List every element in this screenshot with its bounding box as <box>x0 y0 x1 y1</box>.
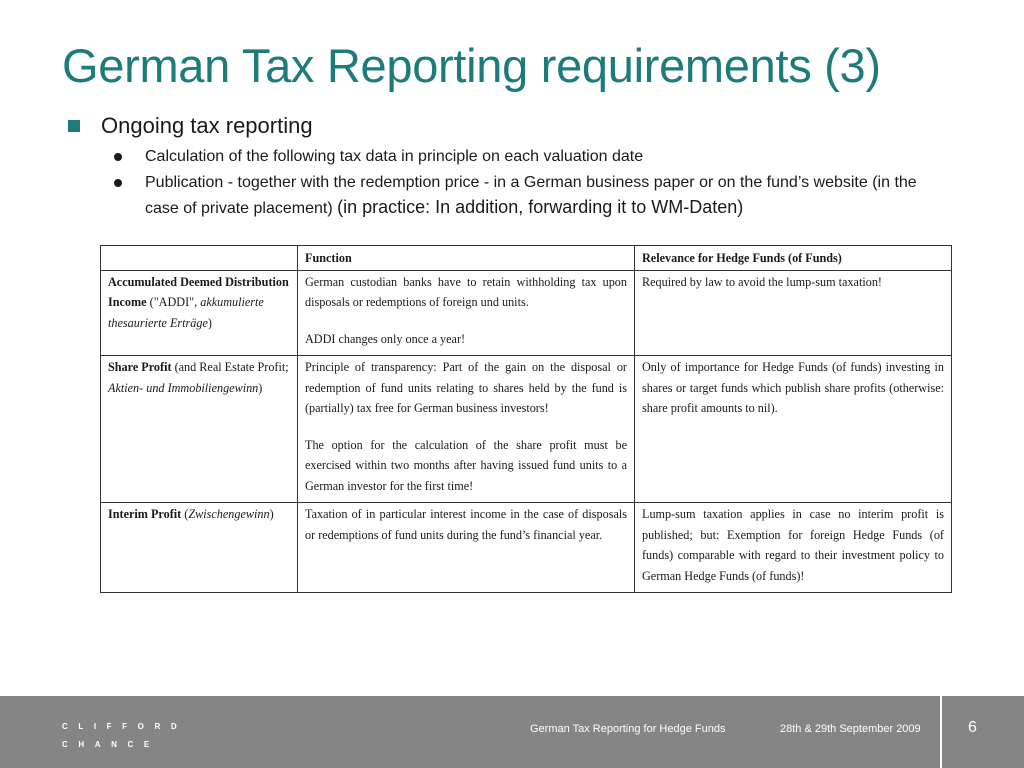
row-name-rest: ("ADDI", <box>146 295 201 309</box>
row-name-end: ) <box>207 315 212 330</box>
row-name-end: ) <box>269 507 274 521</box>
table-header-blank <box>101 246 298 271</box>
sub-bullet-publication <box>114 171 934 221</box>
row-name-italic: akkumulierte thesaurierte Erträge <box>108 295 264 330</box>
function-cell <box>298 356 635 503</box>
row-name-rest: (and Real Estate Profit; <box>171 360 289 374</box>
sub-bullet-text: Calculation of the following tax data in principle on each valuation date <box>145 148 644 165</box>
clifford-chance-logo <box>62 718 187 754</box>
row-name-end: ) <box>258 380 263 395</box>
row-name-bold: Interim Profit <box>108 507 182 521</box>
logo-line-1: CLIFFORD <box>62 722 188 731</box>
row-name-bold: Accumulated Deemed Distribution Income <box>108 274 289 309</box>
slide-title: German Tax Reporting requirements (3) <box>62 39 881 92</box>
function-paragraph: Taxation of in particular interest income in the case of disposals or redemptions of fund units during the fund’s financial year. <box>305 507 627 542</box>
row-name-cell <box>101 270 298 356</box>
table-row <box>101 356 952 503</box>
table-row <box>101 270 952 356</box>
square-bullet-icon <box>68 120 80 132</box>
function-paragraph: German custodian banks have to retain withholding tax upon disposals or redemptions of foreign und units. <box>305 274 627 309</box>
function-paragraph: ADDI changes only once a year! <box>305 331 466 346</box>
table-header-row <box>101 246 952 271</box>
row-name-italic: Aktien- und Immobiliengewinn <box>108 380 259 395</box>
function-cell <box>298 503 635 593</box>
footer-date: 28th & 29th September 2009 <box>780 723 921 735</box>
row-name-rest: ( <box>181 507 189 521</box>
round-bullet-icon <box>114 153 122 161</box>
logo-line-2: CHANCE <box>62 740 160 749</box>
table-header-function: Function <box>298 246 635 271</box>
table-header-relevance: Relevance for Hedge Funds (of Funds) <box>635 246 952 271</box>
function-paragraph: Principle of transparency: Part of the gain on the disposal or redemption of fund units relating to shares held by the fund is (partially) tax free for German business investors! <box>305 360 627 415</box>
publication-text: Publication - together with the redemption price - in a German business paper or on the fund’s website (in the case of private placement) <box>145 174 917 217</box>
row-name-bold: Share Profit <box>108 360 172 374</box>
tax-data-table <box>100 245 952 593</box>
footer-divider <box>940 696 942 768</box>
row-name-cell <box>101 503 298 593</box>
sub-bullet-calculation <box>114 145 934 169</box>
footer-bar <box>0 696 1024 768</box>
relevance-cell: Required by law to avoid the lump-sum taxation! <box>635 270 952 356</box>
round-bullet-icon <box>114 179 122 187</box>
bullet-text: Ongoing tax reporting <box>101 113 313 138</box>
footer-title: German Tax Reporting for Hedge Funds <box>530 723 726 735</box>
relevance-cell: Lump-sum taxation applies in case no interim profit is published; but: Exemption for foreign Hedge Funds (of funds) comparable with regard to their investment policy to German Hedge Funds (of funds)! <box>635 503 952 593</box>
relevance-cell: Only of importance for Hedge Funds (of funds) investing in shares or target funds which publish share profits (otherwise: share profit amounts to nil). <box>635 356 952 503</box>
row-name-cell <box>101 356 298 503</box>
table-row <box>101 503 952 593</box>
row-name-italic: Zwischengewinn <box>188 507 270 521</box>
page-number: 6 <box>968 719 977 736</box>
sub-bullet-text <box>145 171 934 221</box>
function-paragraph: The option for the calculation of the share profit must be exercised within two months after having issued fund units to a German investor for the first time! <box>305 437 627 493</box>
function-cell <box>298 270 635 356</box>
practice-note: (in practice: In addition, forwarding it to WM-Daten) <box>337 197 744 217</box>
